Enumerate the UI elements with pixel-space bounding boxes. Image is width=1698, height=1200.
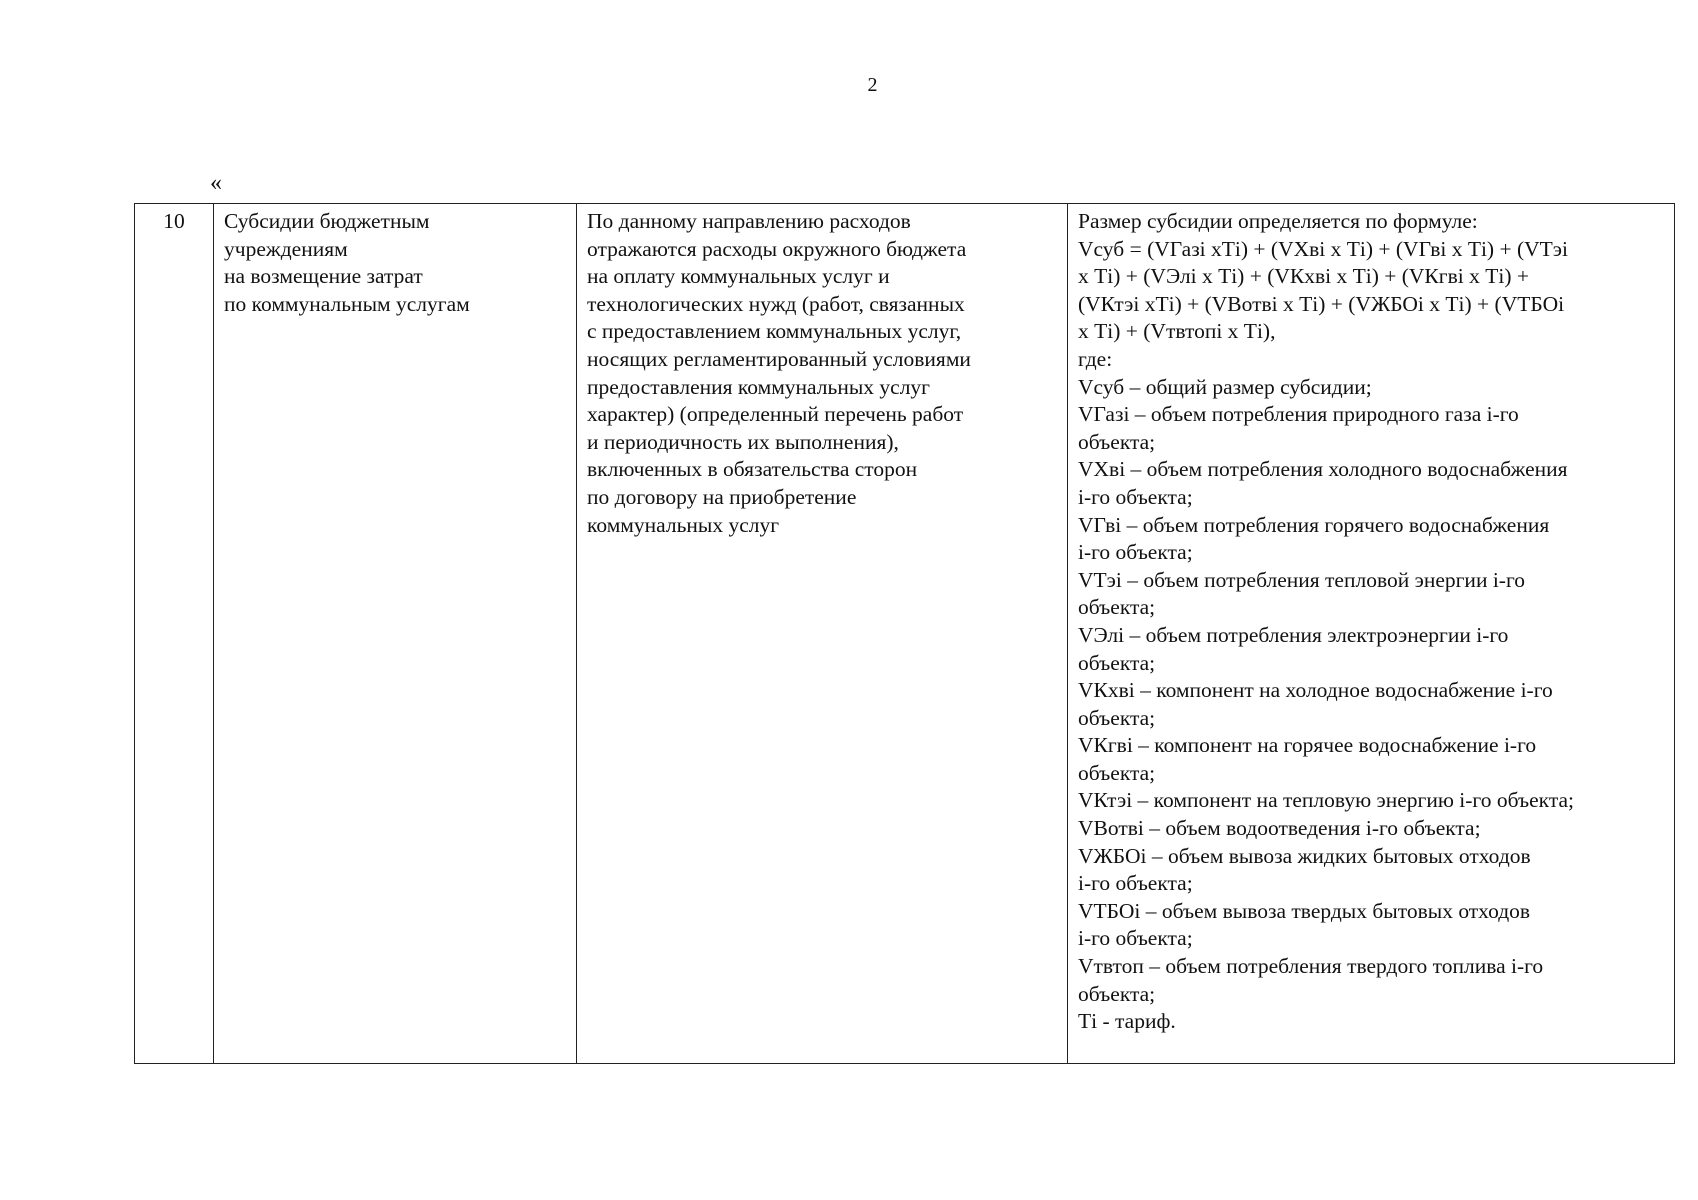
formula-line: где: [1078, 346, 1113, 371]
subsidy-table [134, 203, 1675, 1064]
description-line: характер) (определенный перечень работ [587, 402, 964, 427]
description-line: с предоставлением коммунальных услуг, [587, 319, 962, 344]
table-row [135, 204, 1675, 1064]
description-line: технологических нужд (работ, связанных [587, 291, 965, 316]
formula-line: i-го объекта; [1078, 926, 1193, 951]
description-line: по договору на приобретение [587, 484, 857, 509]
formula-line: VТэi – объем потребления тепловой энергии i-го [1078, 567, 1525, 592]
formula-line: Размер субсидии определяется по формуле: [1078, 209, 1478, 233]
formula-line: объекта; [1078, 760, 1156, 785]
formula-line: Vтвтоп – объем потребления твердого топлива i-го [1078, 954, 1544, 979]
description-line: на оплату коммунальных услуг и [587, 264, 890, 289]
formula-line: VВотвi – объем водоотведения i-го объекта; [1078, 816, 1481, 841]
formula-line: i-го объекта; [1078, 540, 1193, 565]
formula-line: VХвi – объем потребления холодного водоснабжения [1078, 457, 1568, 482]
description-line: предоставления коммунальных услуг [587, 374, 930, 399]
formula-line: i-го объекта; [1078, 871, 1193, 896]
formula-line: Vсуб – общий размер субсидии; [1078, 374, 1372, 399]
expense-name-cell [214, 204, 577, 1064]
formula-cell [1068, 204, 1675, 1064]
formula-line: VКтэi – компонент на тепловую энергию i-го объекта; [1078, 788, 1574, 813]
description-line: По данному направлению расходов [587, 209, 911, 233]
description-line: отражаются расходы окружного бюджета [587, 236, 967, 261]
formula-line: VКгвi – компонент на горячее водоснабжение i-го [1078, 733, 1537, 758]
expense-name-line: Субсидии бюджетным [224, 209, 430, 233]
expense-description-cell [577, 204, 1068, 1064]
expense-name-line: учреждениям [224, 236, 348, 261]
description-line: включенных в обязательства сторон [587, 457, 918, 482]
expense-name-line: на возмещение затрат [224, 264, 423, 289]
formula-line: VЖБОi – объем вывоза жидких бытовых отходов [1078, 843, 1531, 868]
opening-quote-mark: « [210, 170, 222, 196]
formula-line: VКхвi – компонент на холодное водоснабжение i-го [1078, 678, 1553, 703]
description-line: и периодичность их выполнения), [587, 429, 899, 454]
formula-line: VТБОi – объем вывоза твердых бытовых отходов [1078, 898, 1531, 923]
page-number: 2 [867, 74, 878, 96]
formula-line: х Тi) + (VЭлi х Тi) + (VКхвi х Тi) + (VКгвi х Тi) + [1078, 264, 1529, 289]
formula-line: х Тi) + (Vтвтопi х Тi), [1078, 319, 1276, 344]
formula-line: объекта; [1078, 595, 1156, 620]
formula-line: (VКтэi хТi) + (VВотвi х Тi) + (VЖБОi х Тi) + (VТБОi [1078, 291, 1565, 316]
description-line: носящих регламентированный условиями [587, 346, 971, 371]
formula-line: i-го объекта; [1078, 484, 1193, 509]
formula-line: объекта; [1078, 429, 1156, 454]
formula-line: VГазi – объем потребления природного газа i-го [1078, 402, 1519, 427]
formula-line: VЭлi – объем потребления электроэнергии i-го [1078, 622, 1509, 647]
formula-line: объекта; [1078, 981, 1156, 1006]
formula-line: объекта; [1078, 705, 1156, 730]
formula-line: объекта; [1078, 650, 1156, 675]
formula-line: Vсуб = (VГазi хТi) + (VХвi х Тi) + (VГвi х Тi) + (VТэi [1078, 236, 1568, 261]
formula-line: VГвi – объем потребления горячего водоснабжения [1078, 512, 1550, 537]
description-line: коммунальных услуг [587, 512, 780, 537]
row-number-cell [135, 204, 214, 1064]
formula-line: Тi - тариф. [1078, 1009, 1176, 1034]
expense-name-line: по коммунальным услугам [224, 291, 470, 316]
row-number: 10 [163, 209, 185, 233]
